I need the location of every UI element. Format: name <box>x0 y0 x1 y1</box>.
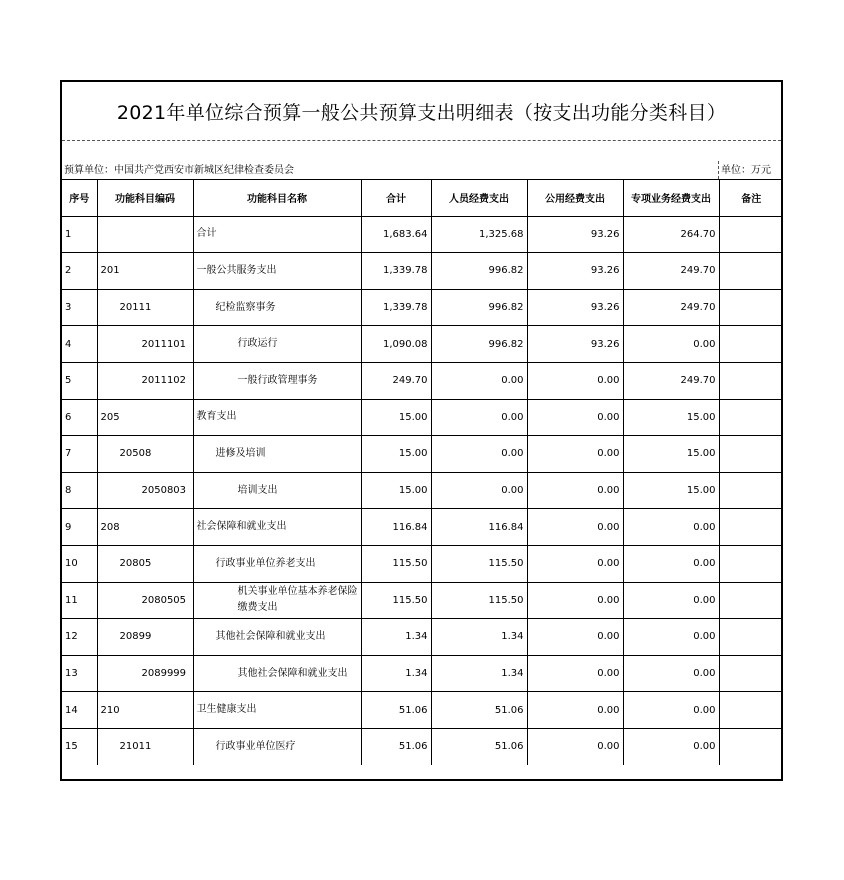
cell-name: 一般公共服务支出 <box>193 253 361 290</box>
cell-index: 9 <box>62 509 97 546</box>
header-special: 专项业务经费支出 <box>623 180 719 217</box>
cell-name: 卫生健康支出 <box>193 692 361 729</box>
table-row <box>62 362 783 399</box>
table-row <box>62 399 783 436</box>
cell-public: 0.00 <box>527 655 623 692</box>
table-row <box>62 436 783 473</box>
cell-index: 15 <box>62 728 97 765</box>
cell-personnel: 0.00 <box>431 399 527 436</box>
cell-note <box>719 692 783 729</box>
cell-personnel: 1.34 <box>431 655 527 692</box>
cell-special: 0.00 <box>623 509 719 546</box>
cell-index: 10 <box>62 545 97 582</box>
cell-code: 208 <box>97 509 193 546</box>
cell-code: 20805 <box>97 545 193 582</box>
cell-special: 0.00 <box>623 326 719 363</box>
table-row <box>62 289 783 326</box>
cell-personnel: 51.06 <box>431 728 527 765</box>
cell-name: 一般行政管理事务 <box>193 362 361 399</box>
cell-special: 249.70 <box>623 289 719 326</box>
cell-index: 4 <box>62 326 97 363</box>
table-row <box>62 728 783 765</box>
cell-public: 93.26 <box>527 289 623 326</box>
cell-code: 2011101 <box>97 326 193 363</box>
cell-total: 1,339.78 <box>361 289 431 326</box>
cell-public: 93.26 <box>527 326 623 363</box>
cell-special: 0.00 <box>623 582 719 619</box>
cell-public: 0.00 <box>527 545 623 582</box>
cell-personnel: 1,325.68 <box>431 216 527 253</box>
header-index: 序号 <box>62 180 97 217</box>
cell-total: 51.06 <box>361 692 431 729</box>
cell-name: 纪检监察事务 <box>193 289 361 326</box>
cell-name: 教育支出 <box>193 399 361 436</box>
currency-unit-label: 单位：万元 <box>718 161 783 179</box>
cell-index: 1 <box>62 216 97 253</box>
cell-personnel: 0.00 <box>431 362 527 399</box>
sheet-subheader <box>62 141 781 179</box>
header-total: 合计 <box>361 180 431 217</box>
cell-index: 13 <box>62 655 97 692</box>
cell-code: 2050803 <box>97 472 193 509</box>
cell-note <box>719 399 783 436</box>
cell-total: 1.34 <box>361 619 431 656</box>
cell-index: 11 <box>62 582 97 619</box>
sheet-title: 2021年单位综合预算一般公共预算支出明细表（按支出功能分类科目） <box>62 82 781 141</box>
table-row <box>62 655 783 692</box>
cell-code: 20508 <box>97 436 193 473</box>
cell-name: 其他社会保障和就业支出 <box>193 619 361 656</box>
cell-total: 115.50 <box>361 545 431 582</box>
cell-special: 264.70 <box>623 216 719 253</box>
cell-code: 201 <box>97 253 193 290</box>
cell-index: 5 <box>62 362 97 399</box>
cell-personnel: 115.50 <box>431 545 527 582</box>
cell-code: 210 <box>97 692 193 729</box>
cell-total: 15.00 <box>361 436 431 473</box>
cell-public: 93.26 <box>527 253 623 290</box>
cell-personnel: 996.82 <box>431 289 527 326</box>
cell-note <box>719 216 783 253</box>
cell-personnel: 0.00 <box>431 436 527 473</box>
table-header-row <box>62 180 783 217</box>
cell-public: 93.26 <box>527 216 623 253</box>
cell-code: 20111 <box>97 289 193 326</box>
cell-note <box>719 545 783 582</box>
table-row <box>62 545 783 582</box>
cell-public: 0.00 <box>527 362 623 399</box>
cell-public: 0.00 <box>527 399 623 436</box>
cell-personnel: 116.84 <box>431 509 527 546</box>
cell-total: 1.34 <box>361 655 431 692</box>
table-row <box>62 692 783 729</box>
table-row <box>62 619 783 656</box>
cell-special: 0.00 <box>623 655 719 692</box>
cell-note <box>719 436 783 473</box>
cell-special: 15.00 <box>623 399 719 436</box>
table-row <box>62 582 783 619</box>
cell-name: 进修及培训 <box>193 436 361 473</box>
cell-note <box>719 326 783 363</box>
cell-index: 8 <box>62 472 97 509</box>
cell-code: 2089999 <box>97 655 193 692</box>
cell-public: 0.00 <box>527 582 623 619</box>
cell-code: 205 <box>97 399 193 436</box>
cell-personnel: 996.82 <box>431 326 527 363</box>
header-name: 功能科目名称 <box>193 180 361 217</box>
table-row <box>62 253 783 290</box>
cell-index: 2 <box>62 253 97 290</box>
cell-special: 0.00 <box>623 619 719 656</box>
cell-note <box>719 582 783 619</box>
cell-total: 1,090.08 <box>361 326 431 363</box>
cell-code: 21011 <box>97 728 193 765</box>
cell-public: 0.00 <box>527 619 623 656</box>
cell-special: 249.70 <box>623 253 719 290</box>
cell-total: 115.50 <box>361 582 431 619</box>
cell-special: 0.00 <box>623 728 719 765</box>
cell-note <box>719 655 783 692</box>
cell-note <box>719 509 783 546</box>
header-public: 公用经费支出 <box>527 180 623 217</box>
cell-note <box>719 253 783 290</box>
cell-public: 0.00 <box>527 509 623 546</box>
header-code: 功能科目编码 <box>97 180 193 217</box>
cell-total: 249.70 <box>361 362 431 399</box>
cell-personnel: 996.82 <box>431 253 527 290</box>
budget-unit-label: 预算单位：中国共产党西安市新城区纪律检查委员会 <box>64 165 294 176</box>
cell-public: 0.00 <box>527 472 623 509</box>
cell-name: 其他社会保障和就业支出 <box>193 655 361 692</box>
cell-public: 0.00 <box>527 692 623 729</box>
cell-personnel: 1.34 <box>431 619 527 656</box>
cell-code: 2011102 <box>97 362 193 399</box>
cell-special: 15.00 <box>623 472 719 509</box>
cell-index: 12 <box>62 619 97 656</box>
cell-index: 14 <box>62 692 97 729</box>
cell-index: 3 <box>62 289 97 326</box>
cell-note <box>719 728 783 765</box>
table-row <box>62 509 783 546</box>
cell-index: 7 <box>62 436 97 473</box>
cell-special: 0.00 <box>623 692 719 729</box>
cell-code: 2080505 <box>97 582 193 619</box>
cell-name: 行政事业单位医疗 <box>193 728 361 765</box>
cell-name: 行政事业单位养老支出 <box>193 545 361 582</box>
table-row <box>62 216 783 253</box>
cell-personnel: 0.00 <box>431 472 527 509</box>
cell-code <box>97 216 193 253</box>
cell-note <box>719 472 783 509</box>
cell-total: 15.00 <box>361 472 431 509</box>
budget-sheet <box>60 80 783 781</box>
cell-personnel: 51.06 <box>431 692 527 729</box>
cell-note <box>719 289 783 326</box>
cell-name: 社会保障和就业支出 <box>193 509 361 546</box>
cell-total: 51.06 <box>361 728 431 765</box>
cell-personnel: 115.50 <box>431 582 527 619</box>
cell-name: 行政运行 <box>193 326 361 363</box>
cell-name: 培训支出 <box>193 472 361 509</box>
cell-public: 0.00 <box>527 436 623 473</box>
header-personnel: 人员经费支出 <box>431 180 527 217</box>
cell-public: 0.00 <box>527 728 623 765</box>
cell-special: 0.00 <box>623 545 719 582</box>
cell-note <box>719 362 783 399</box>
cell-name: 合计 <box>193 216 361 253</box>
header-note: 备注 <box>719 180 783 217</box>
cell-code: 20899 <box>97 619 193 656</box>
cell-total: 15.00 <box>361 399 431 436</box>
table-row <box>62 326 783 363</box>
cell-index: 6 <box>62 399 97 436</box>
cell-name: 机关事业单位基本养老保险缴费支出 <box>193 582 361 619</box>
table-row <box>62 472 783 509</box>
cell-total: 1,683.64 <box>361 216 431 253</box>
cell-note <box>719 619 783 656</box>
cell-total: 116.84 <box>361 509 431 546</box>
cell-total: 1,339.78 <box>361 253 431 290</box>
cell-special: 249.70 <box>623 362 719 399</box>
expenditure-table <box>62 179 783 765</box>
cell-special: 15.00 <box>623 436 719 473</box>
